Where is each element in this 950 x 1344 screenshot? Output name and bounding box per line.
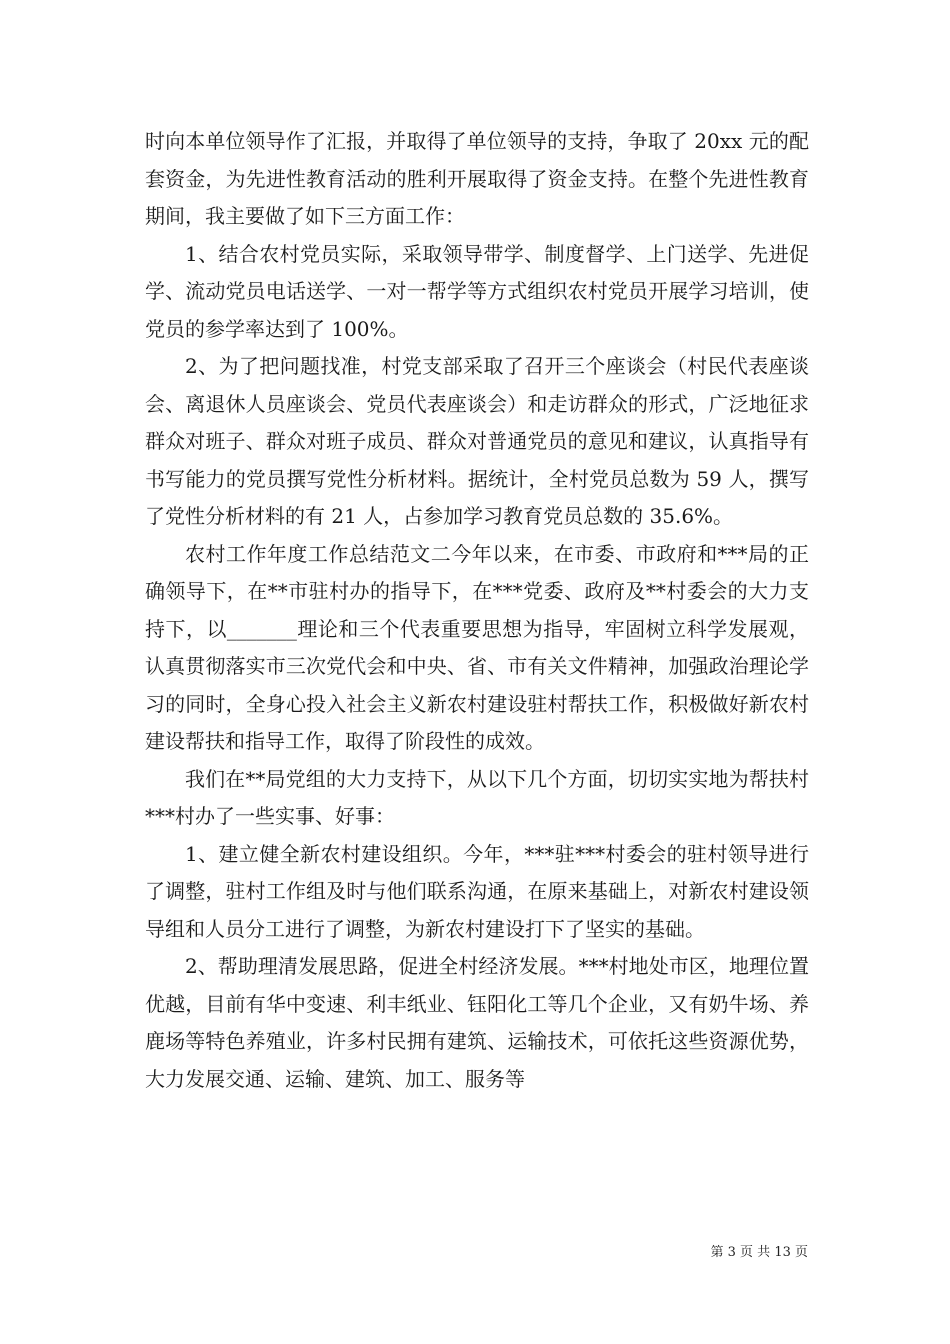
- paragraph-development: 2、帮助理清发展思路，促进全村经济发展。***村地处市区，地理位置优越，目前有华中变速、利丰纸业、钰阳化工等几个企业，又有奶牛场、养鹿场等特色养殖业，许多村民拥有建筑、运输技术，可依托这些资源优势，大力发展交通、运输、建筑、加工、服务等: [145, 954, 809, 1091]
- document-body: [145, 123, 809, 1098]
- page-number: 第 3 页 共 13 页: [710, 1245, 808, 1260]
- paragraph-funding-report: 时向本单位领导作了汇报，并取得了单位领导的支持，争取了 20xx 元的配套资金，为先进性教育活动的胜利开展取得了资金支持。在整个先进性教育期间，我主要做了如下三方面工作：: [145, 129, 809, 228]
- paragraph-symposium: 2、为了把问题找准，村党支部采取了召开三个座谈会（村民代表座谈会、离退休人员座谈会、党员代表座谈会）和走访群众的形式，广泛地征求群众对班子、群众对班子成员、群众对普通党员的意见和建议，认真指导有书写能力的党员撰写党性分析材料。据统计，全村党员总数为 59 人，撰写了党性分析材料的有 21 人，占参加学习教育党员总数的 35.6%。: [145, 354, 809, 528]
- paragraph-study-training: 1、结合农村党员实际，采取领导带学、制度督学、上门送学、先进促学、流动党员电话送学、一对一帮学等方式组织农村党员开展学习培训，使党员的参学率达到了 100%。: [145, 241, 809, 341]
- paragraph-party-support: 我们在**局党组的大力支持下，从以下几个方面，切切实实地为帮扶村***村办了一些实事、好事：: [145, 766, 809, 828]
- paragraph-organization: 1、建立健全新农村建设组织。今年，***驻***村委会的驻村领导进行了调整，驻村工作组及时与他们联系沟通，在原来基础上，对新农村建设领导组和人员分工进行了调整，为新农村建设打下了坚实的基础。: [145, 841, 809, 941]
- paragraph-annual-summary-two: 农村工作年度工作总结范文二今年以来，在市委、市政府和***局的正确领导下，在**市驻村办的指导下，在***党委、政府及**村委会的大力支持下，以_______理论和三个代表重要思想为指导，牢固树立科学发展观，认真贯彻落实市三次党代会和中央、省、市有关文件精神，加强政治理论学习的同时，全身心投入社会主义新农村建设驻村帮扶工作，积极做好新农村建设帮扶和指导工作，取得了阶段性的成效。: [145, 541, 809, 753]
